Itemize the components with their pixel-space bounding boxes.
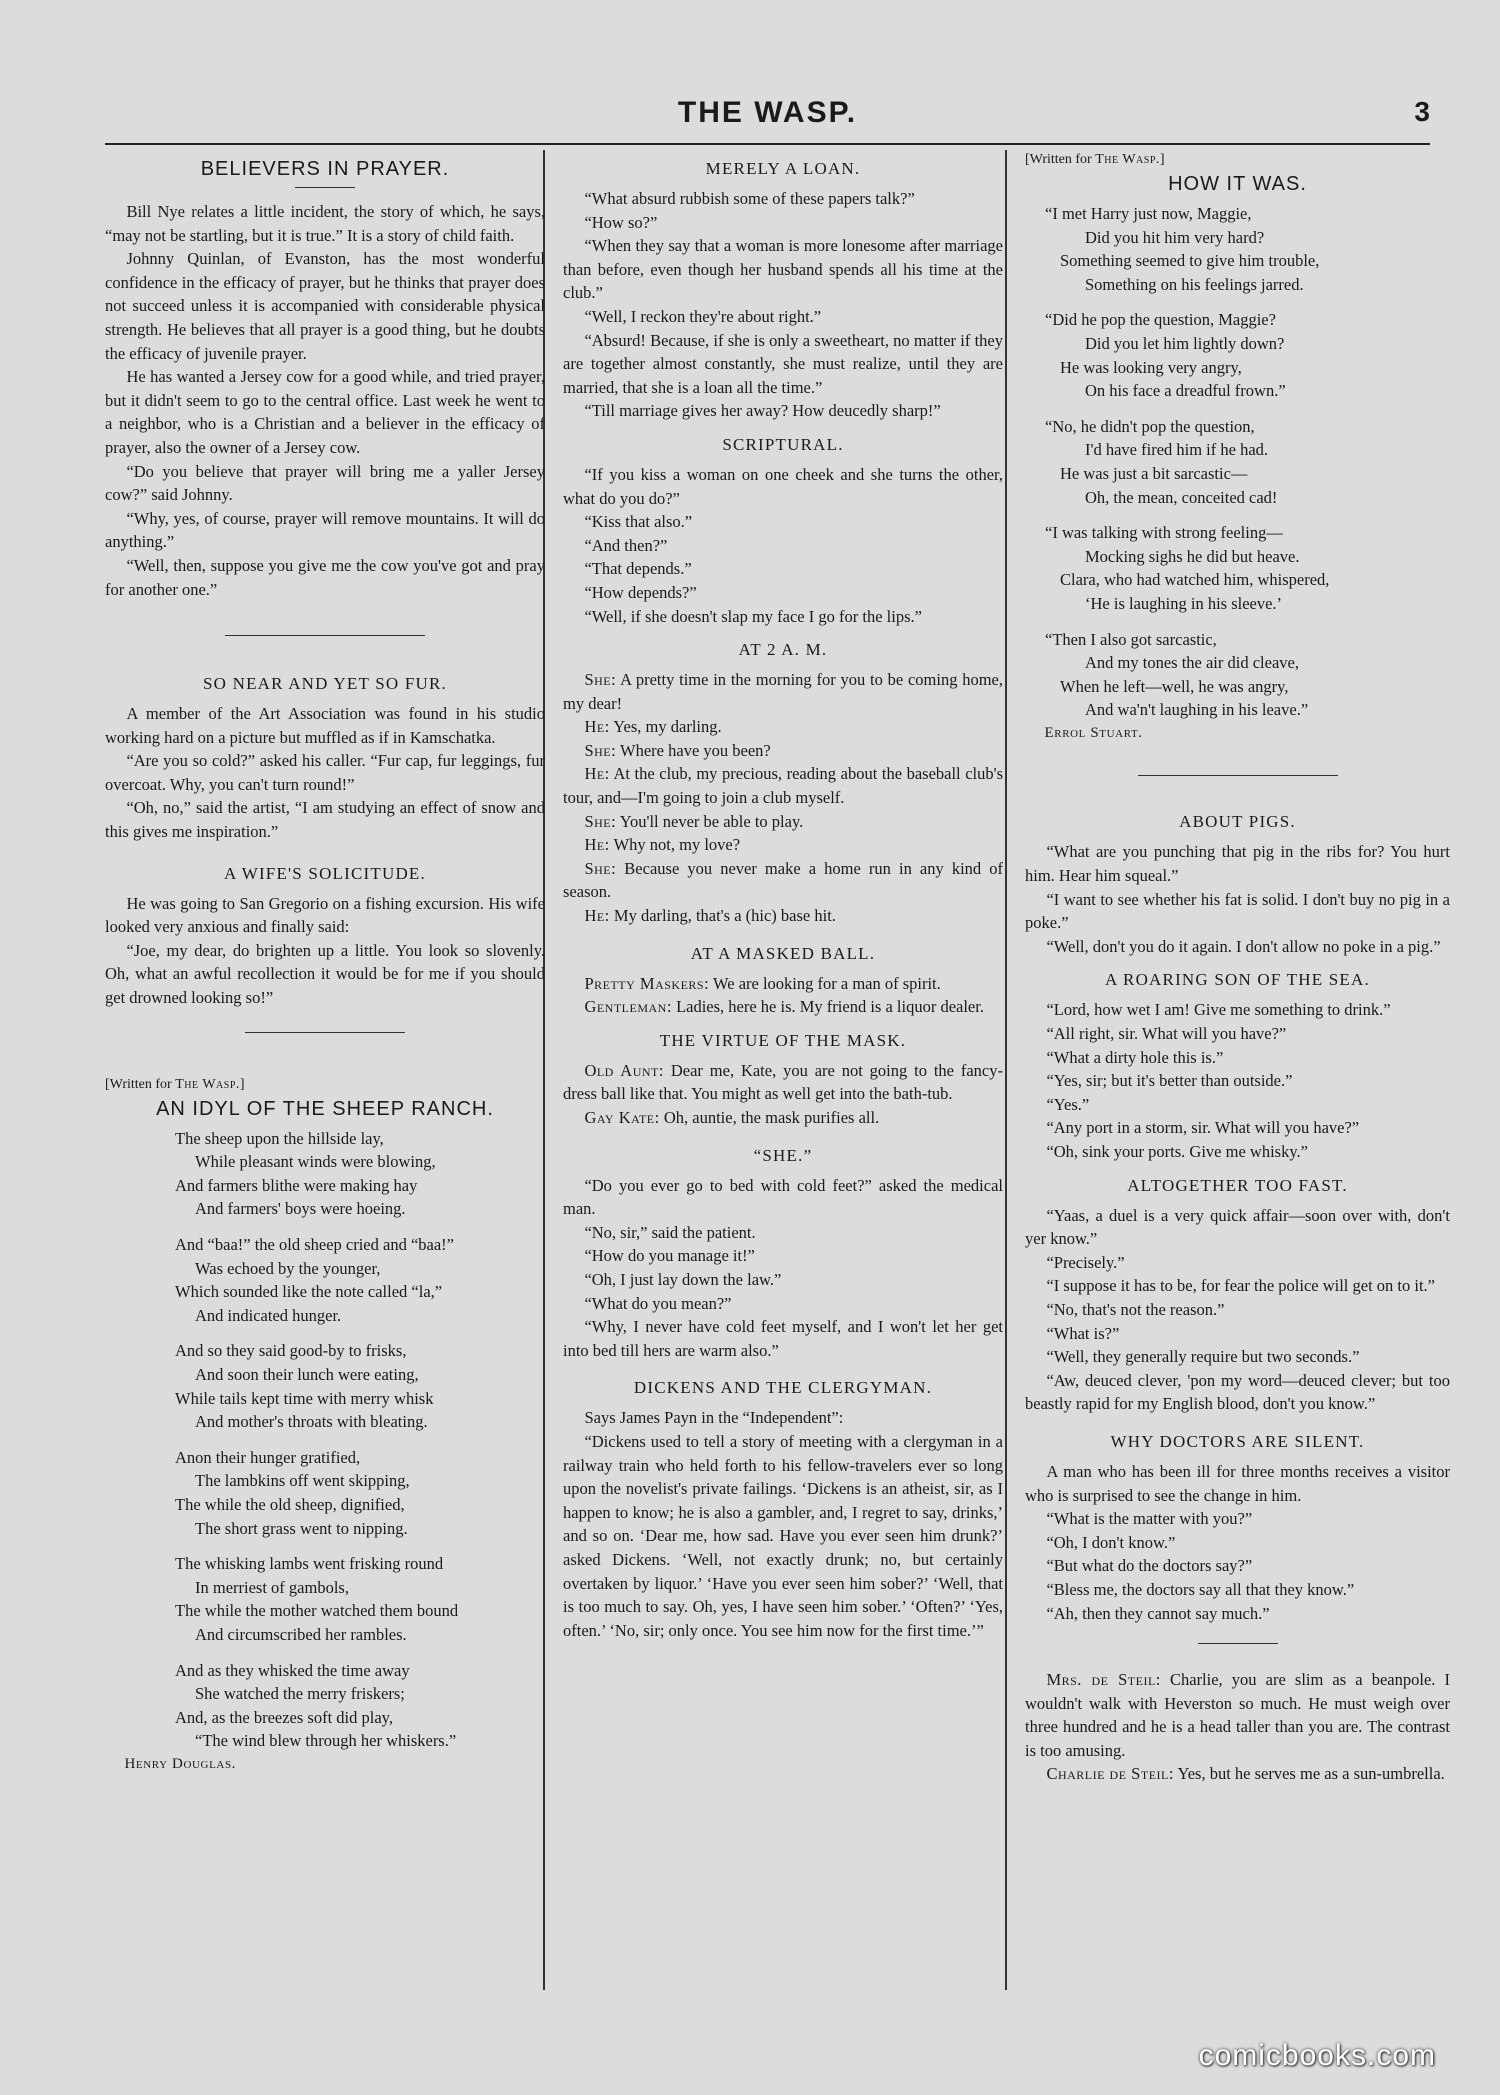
watermark: comicbooks.com — [1198, 2039, 1436, 2072]
line-text: At the club, my precious, reading about the baseball club's tour, and—I'm going to join a club myself. — [563, 764, 1004, 808]
paragraph: “Till marriage gives her away? How deucedly sharp!” — [584, 401, 941, 421]
paragraph: “Joe, my dear, do brighten up a little. You look so slovenly. Oh, what an awful recollection it would be for me if you should get drowned looking so!” — [105, 940, 545, 1008]
paragraph: “Kiss that also.” — [584, 512, 693, 532]
article-title: AT 2 A. M. — [738, 640, 828, 660]
paragraph: “Aw, deuced clever, 'pon my word—deuced clever; but too beastly rapid for my English blood, don't you know.” — [1025, 1370, 1450, 1414]
speaker: Pretty Maskers: — [584, 973, 710, 993]
article-title: A WIFE'S SOLICITUDE. — [224, 863, 426, 883]
article-virtue-of-the-mask — [563, 1029, 1003, 1130]
paragraph: “Well, they generally require but two seconds.” — [1046, 1347, 1360, 1367]
paragraph: “How depends?” — [584, 582, 697, 602]
speaker-he: He: — [584, 906, 610, 926]
poem-line: And my tones the air did cleave, — [1085, 653, 1299, 673]
paragraph: “Well, if she doesn't slap my face I go for the lips.” — [584, 606, 922, 626]
poem-line: “Then I also got sarcastic, — [1045, 629, 1217, 649]
speaker-he: He: — [584, 764, 610, 784]
article-about-pigs — [1025, 810, 1450, 958]
line-text: Because you never make a home run in any kind of season. — [563, 858, 1003, 902]
poem-line: And wa'n't laughing in his leave.” — [1085, 700, 1309, 720]
poem-line: And farmers blithe were making hay — [175, 1175, 418, 1195]
paragraph: “I suppose it has to be, for fear the police will get on to it.” — [1046, 1276, 1435, 1296]
stanza — [1025, 202, 1450, 296]
bracket-close: ] — [239, 1076, 245, 1092]
poem-line: The while the old sheep, dignified, — [175, 1494, 405, 1514]
dialogue-line — [563, 1106, 1003, 1130]
poem-line: Something on his feelings jarred. — [1085, 274, 1304, 294]
speaker-he: He: — [584, 717, 610, 737]
paragraph: “Do you believe that prayer will bring me a yaller Jersey cow?” said Johnny. — [105, 461, 545, 505]
bracket-close: ] — [1159, 152, 1165, 167]
stanza — [105, 1127, 545, 1221]
paragraph: “Any port in a storm, sir. What will you have?” — [1046, 1118, 1360, 1138]
dialogue-line — [563, 715, 1003, 739]
paragraph: “Absurd! Because, if she is only a sweetheart, no matter if they are together almost constantly, she must realize, until they are married, that she is a loan all the time.” — [563, 330, 1003, 397]
stanza — [105, 1446, 545, 1540]
paragraph: “What do you mean?” — [584, 1293, 732, 1313]
stanza — [1025, 308, 1450, 402]
article-title: MERELY A LOAN. — [705, 159, 861, 178]
paragraph: “And then?” — [584, 535, 668, 555]
poem-line: Was echoed by the younger, — [195, 1258, 381, 1278]
dialogue-line — [563, 810, 1003, 834]
article-title: ABOUT PIGS. — [1179, 812, 1296, 832]
masthead — [105, 96, 1430, 136]
poem-how-it-was — [1025, 150, 1450, 745]
poem-title: AN IDYL OF THE SHEEP RANCH. — [156, 1097, 494, 1120]
wasp-name: The Wasp. — [175, 1076, 240, 1092]
column-2 — [563, 155, 1003, 1642]
poem-line: And circumscribed her rambles. — [195, 1624, 407, 1644]
line-text: Yes, my darling. — [613, 717, 722, 737]
author-signature: Henry Douglas. — [124, 1755, 237, 1772]
poem-line: And farmers' boys were hoeing. — [195, 1199, 406, 1219]
poem-line: Anon their hunger gratified, — [175, 1447, 361, 1467]
poem-line: Did you hit him very hard? — [1085, 227, 1265, 247]
paragraph: “Precisely.” — [1046, 1252, 1125, 1272]
article-so-near — [105, 672, 545, 844]
article-why-doctors-are-silent — [1025, 1430, 1450, 1625]
article-scriptural — [563, 433, 1003, 628]
poem-line: “Did he pop the question, Maggie? — [1045, 310, 1276, 330]
poem-line: And soon their lunch were eating, — [195, 1364, 419, 1384]
poem-line: “I was talking with strong feeling— — [1045, 523, 1283, 543]
article-she — [563, 1144, 1003, 1363]
stanza — [105, 1339, 545, 1433]
masthead-title: THE WASP. — [677, 96, 858, 129]
paragraph: “Do you ever go to bed with cold feet?” asked the medical man. — [563, 1175, 1003, 1219]
paragraph: “What a dirty hole this is.” — [1046, 1047, 1224, 1067]
speaker-she: She: — [584, 670, 617, 690]
dialogue-line — [563, 1059, 1003, 1106]
paragraph: “Well, I reckon they're about right.” — [584, 306, 822, 326]
paragraph: A member of the Art Association was found in his studio working hard on a picture but muffled as if in Kamschatka. — [105, 704, 545, 747]
dialogue-line — [563, 995, 1003, 1019]
poem-line: In merriest of gambols, — [195, 1577, 349, 1597]
stanza — [1025, 415, 1450, 509]
paragraph: “Yes, sir; but it's better than outside.” — [1046, 1071, 1293, 1091]
dialogue-line — [1025, 1762, 1450, 1786]
paragraph: “Oh, sink your ports. Give me whisky.” — [1046, 1142, 1308, 1161]
section-divider — [245, 1032, 405, 1033]
article-title: AT A MASKED BALL. — [690, 943, 876, 963]
paragraph: “Bless me, the doctors say all that they know.” — [1046, 1579, 1355, 1599]
poem-line: Oh, the mean, conceited cad! — [1085, 487, 1278, 507]
poem-line: “The wind blew through her whiskers.” — [195, 1731, 457, 1751]
paragraph: “Well, don't you do it again. I don't allow no poke in a pig.” — [1046, 936, 1441, 956]
paragraph: “Oh, I just lay down the law.” — [584, 1269, 782, 1289]
poem-title: HOW IT WAS. — [1168, 173, 1307, 195]
paragraph: “Lord, how wet I am! Give me something to drink.” — [1046, 1000, 1391, 1020]
stanza — [1025, 628, 1450, 722]
poem-line: I'd have fired him if he had. — [1085, 440, 1269, 460]
masthead-rule — [105, 143, 1430, 145]
paragraph: “Yes.” — [1046, 1094, 1090, 1114]
article-title: A ROARING SON OF THE SEA. — [1105, 970, 1370, 990]
dialogue-line — [563, 904, 1003, 928]
wasp-name: The Wasp. — [1095, 152, 1160, 167]
column-1 — [105, 155, 545, 1776]
poem-line: The while the mother watched them bound — [175, 1601, 459, 1621]
poem-line: And “baa!” the old sheep cried and “baa!” — [175, 1235, 454, 1254]
paragraph: “What is the matter with you?” — [1046, 1509, 1253, 1529]
line-text: Charlie, you are slim as a beanpole. I wouldn't walk with Heverston so much. He must weigh over three hundred and he is a head taller than you are. The contrast is too amusing. — [1025, 1670, 1450, 1760]
article-title: DICKENS AND THE CLERGYMAN. — [633, 1378, 933, 1398]
paragraph: “Oh, I don't know.” — [1046, 1532, 1176, 1552]
written-for-text: [Written for — [105, 1076, 172, 1092]
article-at-2am — [563, 638, 1003, 928]
dialogue-line — [563, 668, 1003, 715]
paragraph: “Yaas, a duel is a very quick affair—soon over with, don't yer know.” — [1025, 1205, 1450, 1249]
paragraph: “But what do the doctors say?” — [1046, 1556, 1253, 1576]
line-text: Where have you been? — [620, 740, 771, 760]
dialogue-line — [563, 833, 1003, 857]
speaker: Gentleman: — [584, 997, 672, 1017]
stanza — [1025, 521, 1450, 615]
poem-line: He was looking very angry, — [1060, 357, 1242, 377]
paragraph: “Ah, then they cannot say much.” — [1046, 1603, 1270, 1623]
poem-line: The whisking lambs went frisking round — [175, 1554, 444, 1574]
article-merely-a-loan — [563, 157, 1003, 423]
paragraph: “Why, yes, of course, prayer will remove mountains. It will do anything.” — [105, 508, 545, 552]
page-number: 3 — [1414, 96, 1430, 127]
line-text: Dear me, Kate, you are not going to the fancy-dress ball like that. You might as well get into the bath-tub. — [563, 1060, 1003, 1104]
poem-line: Clara, who had watched him, whispered, — [1060, 570, 1330, 590]
line-text: We are looking for a man of spirit. — [713, 973, 941, 993]
speaker-she: She: — [584, 740, 617, 760]
line-text: A pretty time in the morning for you to be coming home, my dear! — [563, 670, 1003, 713]
article-at-a-masked-ball — [563, 942, 1003, 1019]
paragraph: He was going to San Gregorio on a fishing excursion. His wife looked very anxious and finally said: — [105, 893, 545, 937]
dialogue-line — [1025, 1668, 1450, 1762]
speaker: Gay Kate: — [584, 1108, 660, 1127]
article-de-steil — [1025, 1668, 1450, 1786]
poem-line: While tails kept time with merry whisk — [175, 1388, 434, 1408]
paragraph: “How so?” — [584, 212, 658, 232]
paragraph: “I want to see whether his fat is solid. I don't buy no pig in a poke.” — [1025, 889, 1450, 933]
speaker: Old Aunt: — [584, 1060, 664, 1080]
paragraph: “Are you so cold?” asked his caller. “Fur cap, fur leggings, fur overcoat. Why, you can't turn round!” — [105, 751, 545, 794]
written-for-note — [1025, 150, 1450, 170]
stanza — [105, 1659, 545, 1753]
article-title: THE VIRTUE OF THE MASK. — [659, 1030, 907, 1050]
poem-line: She watched the merry friskers; — [195, 1684, 405, 1704]
section-divider — [1198, 1643, 1278, 1644]
column-3 — [1005, 152, 1450, 1786]
article-title: SO NEAR AND YET SO FUR. — [203, 674, 447, 694]
paragraph: “Oh, no,” said the artist, “I am studying an effect of snow and this gives me inspiration.” — [105, 798, 545, 842]
paragraph: “No, sir,” said the patient. — [584, 1222, 756, 1242]
poem-line: Did you let him lightly down? — [1085, 333, 1285, 353]
poem-line: And as they whisked the time away — [175, 1660, 410, 1680]
article-altogether-too-fast — [1025, 1174, 1450, 1416]
paragraph: Johnny Quinlan, of Evanston, has the most wonderful confidence in the efficacy of prayer, but he thinks that prayer does not succeed unless it is accompanied with considerable physical strength. He believes that all prayer is a good thing, but he doubts the efficacy of juvenile prayer. — [105, 249, 545, 363]
line-text: Why not, my love? — [613, 835, 741, 855]
paragraph: “How do you manage it!” — [584, 1246, 755, 1266]
article-title: BELIEVERS IN PRAYER. — [200, 158, 450, 180]
paragraph: “Why, I never have cold feet myself, and I won't let her get into bed till hers are warm also.” — [563, 1317, 1003, 1360]
paragraph: “If you kiss a woman on one cheek and she turns the other, what do you do?” — [563, 464, 1003, 508]
stanza — [105, 1552, 545, 1646]
poem-line: The short grass went to nipping. — [195, 1518, 408, 1538]
poem-line: The sheep upon the hillside lay, — [175, 1128, 384, 1148]
paragraph: He has wanted a Jersey cow for a good while, and tried prayer, but it didn't seem to go to the central office. Last week he went to a neighbor, who is a Christian and a believer in the efficacy of prayer, also the owner of a Jersey cow. — [105, 367, 545, 457]
poem-line: “No, he didn't pop the question, — [1045, 416, 1255, 436]
line-text: Yes, but he serves me as a sun-umbrella. — [1177, 1764, 1445, 1784]
paragraph: “What are you punching that pig in the ribs for? You hurt him. Hear him squeal.” — [1025, 842, 1450, 886]
article-title: WHY DOCTORS ARE SILENT. — [1110, 1431, 1365, 1451]
speaker-she: She: — [584, 811, 617, 831]
dialogue-line — [563, 857, 1003, 904]
section-divider — [225, 635, 425, 636]
written-for-note — [105, 1075, 545, 1095]
line-text: My darling, that's a (hic) base hit. — [613, 906, 836, 926]
dialogue-line — [563, 972, 1003, 996]
article-wifes-solicitude — [105, 862, 545, 1010]
article-dickens-and-the-clergyman — [563, 1376, 1003, 1642]
poem-line: “I met Harry just now, Maggie, — [1045, 204, 1252, 223]
poem-line: When he left—well, he was angry, — [1060, 676, 1289, 696]
author-signature: Errol Stuart. — [1044, 724, 1143, 741]
poem-idyl-of-the-sheep-ranch — [105, 1075, 545, 1777]
paragraph: Says James Payn in the “Independent”: — [584, 1408, 844, 1428]
line-text: Oh, auntie, the mask purifies all. — [663, 1108, 880, 1127]
poem-line: Something seemed to give him trouble, — [1060, 251, 1320, 271]
line-text: Ladies, here he is. My friend is a liquor dealer. — [676, 997, 984, 1017]
paragraph: “What is?” — [1046, 1323, 1120, 1343]
article-title: “SHE.” — [753, 1145, 813, 1165]
speaker: Charlie de Steil: — [1046, 1764, 1174, 1784]
paragraph: A man who has been ill for three months receives a visitor who is surprised to see the change in him. — [1025, 1461, 1450, 1505]
article-believers-in-prayer — [105, 157, 545, 601]
poem-line: ‘He is laughing in his sleeve.’ — [1085, 593, 1283, 613]
speaker-she: She: — [584, 858, 617, 878]
dialogue-line — [563, 762, 1003, 809]
article-title: SCRIPTURAL. — [722, 434, 844, 454]
poem-line: And so they said good-by to frisks, — [175, 1341, 407, 1361]
poem-line: On his face a dreadful frown.” — [1085, 381, 1286, 401]
section-divider — [1138, 775, 1338, 776]
paragraph: “No, that's not the reason.” — [1046, 1299, 1225, 1319]
article-roaring-son-of-the-sea — [1025, 968, 1450, 1163]
paragraph: Bill Nye relates a little incident, the story of which, he says, “may not be startling, but it is true.” It is a story of child faith. — [105, 202, 545, 245]
paragraph: “Well, then, suppose you give me the cow you've got and pray for another one.” — [105, 555, 545, 599]
poem-line: Mocking sighs he did but heave. — [1085, 546, 1300, 566]
article-title: ALTOGETHER TOO FAST. — [1127, 1175, 1348, 1195]
poem-line: The lambkins off went skipping, — [195, 1471, 410, 1491]
paragraph: “When they say that a woman is more lonesome after marriage than before, even though her husband spends all his time at the club.” — [563, 236, 1003, 303]
stanza — [105, 1233, 545, 1327]
speaker: Mrs. de Steil: — [1046, 1670, 1161, 1690]
poem-line: And indicated hunger. — [195, 1305, 342, 1325]
paragraph: “All right, sir. What will you have?” — [1046, 1024, 1287, 1044]
line-text: You'll never be able to play. — [619, 811, 804, 831]
poem-line: While pleasant winds were blowing, — [195, 1152, 436, 1172]
paragraph: “That depends.” — [584, 559, 692, 579]
paragraph: “Dickens used to tell a story of meeting with a clergyman in a railway train who held forth to his fellow-travelers ever so long upon the novelist's private failings. ‘Dickens is an atheist, sir, as I happen to know; he is also a gambler, and, I regret to say, drinks,’ and so on. ‘Dear me, how sad. Have you ever seen him drunk?’ asked Dickens. ‘Well, not exactly drunk; no, but certainly overtaken by liquor.’ ‘Have you ever seen him sober?’ ‘Well, that is too much to say. Oh, yes, I have seen him sober.’ ‘Often?’ ‘Yes, often.’ ‘No, sir; only once. You see him now for the first time.’” — [563, 1431, 1003, 1640]
speaker-he: He: — [584, 835, 610, 855]
title-rule — [295, 187, 355, 188]
poem-line: Which sounded like the note called “la,” — [175, 1282, 443, 1302]
written-for-text: [Written for — [1025, 152, 1092, 167]
poem-line: And, as the breezes soft did play, — [175, 1707, 393, 1727]
poem-line: He was just a bit sarcastic— — [1060, 463, 1248, 483]
poem-line: And mother's throats with bleating. — [195, 1412, 428, 1432]
dialogue-line — [563, 739, 1003, 763]
paragraph: “What absurd rubbish some of these papers talk?” — [584, 189, 915, 208]
